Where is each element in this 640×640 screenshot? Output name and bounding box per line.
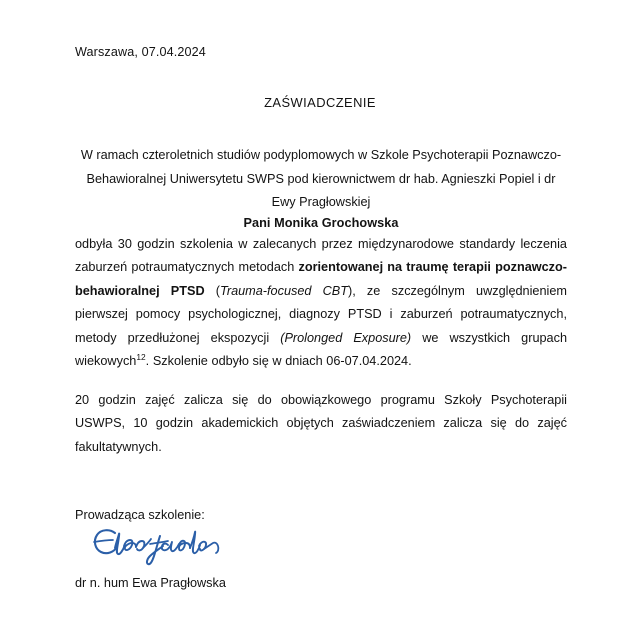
document-title: ZAŚWIADCZENIE (264, 95, 376, 110)
par1-segment-4: we wszystkich grupach wiekowych (75, 330, 568, 369)
par1-segment-5: . Szkolenie odbyło się w dniach 06-07.04.2024. (145, 354, 412, 369)
recipient-name: Pani Monika Grochowska (243, 216, 399, 230)
signer-name: dr n. hum Ewa Pragłowska (75, 576, 226, 590)
intro-paragraph: W ramach czteroletnich studiów podyplomowych w Szkole Psychoterapii Poznawczo-Behawioralnej Uniwersytetu SWPS pod kierownictwem dr hab. Agnieszki Popiel i dr Ewy Pragłowskiej (80, 148, 562, 209)
par1-segment-1: odbyła 30 godzin szkolenia w zalecanych przez międzynarodowe standardy leczenia zaburzeń potraumatycznych metodach (75, 237, 567, 275)
footnote-marker: 12 (136, 351, 146, 362)
paragraph-one (75, 233, 567, 373)
signature-label: Prowadząca szkolenie: (75, 508, 205, 522)
par1-bold-method: zorientowanej na traumę terapii poznawczo-behawioralnej PTSD (75, 260, 567, 298)
paragraph-two: 20 godzin zajęć zalicza się do obowiązkowego programu Szkoły Psychoterapii USWPS, 10 godzin akademickich objętych zaświadczeniem zalicza się do zajęć fakultatywnych. (75, 393, 567, 454)
handwritten-signature (88, 524, 223, 570)
par1-italic-prolonged-exposure: (Prolonged Exposure) (280, 330, 412, 345)
par1-segment-2: ( (204, 283, 221, 298)
place-and-date: Warszawa, 07.04.2024 (75, 45, 206, 59)
par1-italic-tfcbt: Trauma-focused CBT (220, 283, 349, 298)
par1-segment-3: ), ze szczególnym uwzględnieniem pierwszej pomocy psychologicznej, diagnozy PTSD i zaburzeń potraumatycznych, metody przedłużonej ekspozycji (75, 283, 567, 345)
